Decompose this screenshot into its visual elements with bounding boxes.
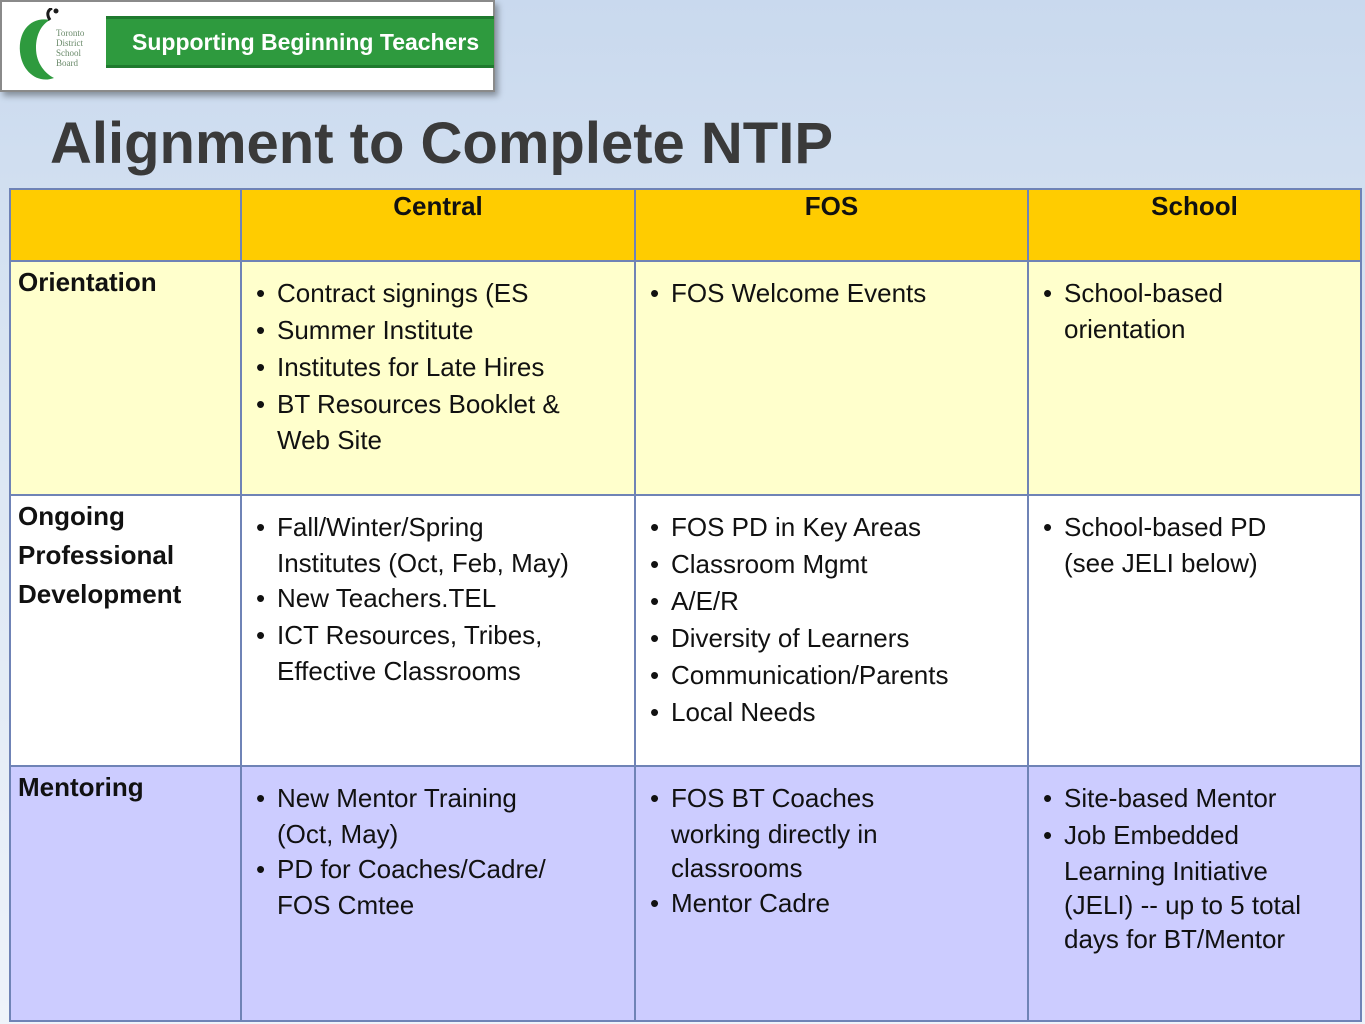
list-item bbox=[645, 275, 1026, 312]
list-item-continuation: (see JELI below) bbox=[1064, 548, 1258, 578]
list-item bbox=[251, 275, 633, 312]
bullet-list bbox=[1030, 263, 1359, 346]
list-item bbox=[251, 349, 633, 386]
list-item-continuation: classrooms bbox=[671, 853, 803, 883]
bullet-list bbox=[243, 263, 633, 457]
logo-line: School bbox=[56, 48, 82, 58]
table-row-orientation bbox=[10, 261, 1361, 495]
table-row-mentoring bbox=[10, 766, 1361, 1021]
cell-orientation-fos bbox=[635, 261, 1028, 495]
cell-ongoing-pd-school bbox=[1028, 495, 1361, 766]
cell-ongoing-pd-fos bbox=[635, 495, 1028, 766]
list-item bbox=[645, 885, 1026, 922]
column-header-fos: FOS bbox=[635, 189, 1028, 261]
bullet-list bbox=[243, 768, 633, 922]
table-header-row bbox=[10, 189, 1361, 261]
cell-mentoring-fos bbox=[635, 766, 1028, 1021]
column-header-central: Central bbox=[241, 189, 635, 261]
list-item bbox=[645, 694, 1026, 731]
list-item bbox=[645, 780, 1026, 885]
logo-line: Board bbox=[56, 58, 78, 68]
bullet-list bbox=[637, 497, 1026, 731]
list-item-text: New Teachers.TEL bbox=[277, 583, 497, 613]
list-item-continuation: Learning Initiative bbox=[1064, 856, 1268, 886]
list-item-text: Mentor Cadre bbox=[671, 888, 830, 918]
list-item-continuation: FOS Cmtee bbox=[277, 890, 415, 920]
list-item bbox=[645, 546, 1026, 583]
cell-orientation-school bbox=[1028, 261, 1361, 495]
list-item bbox=[1038, 509, 1359, 580]
cell-ongoing-pd-central bbox=[241, 495, 635, 766]
logo-text bbox=[56, 28, 100, 68]
list-item bbox=[1038, 817, 1359, 956]
list-item bbox=[645, 583, 1026, 620]
cell-mentoring-central bbox=[241, 766, 635, 1021]
list-item bbox=[251, 312, 633, 349]
page-title: Alignment to Complete NTIP bbox=[50, 111, 833, 176]
bullet-list bbox=[243, 497, 633, 688]
column-header-empty bbox=[10, 189, 241, 261]
list-item-continuation: working directly in bbox=[671, 819, 878, 849]
row-header-ongoing-pd: Ongoing Professional Development bbox=[10, 495, 241, 766]
list-item-continuation: days for BT/Mentor bbox=[1064, 924, 1286, 954]
bullet-list bbox=[637, 263, 1026, 312]
list-item-text: Local Needs bbox=[671, 697, 816, 727]
list-item-text: FOS PD in Key Areas bbox=[671, 512, 921, 542]
list-item-text: School-based bbox=[1064, 278, 1223, 308]
table-row-ongoing-pd bbox=[10, 495, 1361, 766]
header-banner bbox=[0, 0, 495, 92]
list-item-text: BT Resources Booklet & bbox=[277, 389, 560, 419]
bullet-list bbox=[1030, 768, 1359, 956]
list-item-continuation: (Oct, May) bbox=[277, 819, 399, 849]
banner-title-strip bbox=[106, 16, 494, 68]
ntip-alignment-table bbox=[9, 188, 1362, 1022]
list-item-continuation: orientation bbox=[1064, 314, 1186, 344]
cell-orientation-central bbox=[241, 261, 635, 495]
list-item-text: Institutes for Late Hires bbox=[277, 352, 545, 382]
list-item bbox=[251, 617, 633, 688]
list-item-text: Contract signings (ES bbox=[277, 278, 529, 308]
list-item-text: A/E/R bbox=[671, 586, 739, 616]
list-item bbox=[251, 386, 633, 457]
list-item-text: FOS Welcome Events bbox=[671, 278, 927, 308]
list-item-text: PD for Coaches/Cadre/ bbox=[277, 854, 546, 884]
list-item-text: ICT Resources, Tribes, bbox=[277, 620, 543, 650]
school-board-logo bbox=[10, 8, 100, 86]
list-item-continuation: Institutes (Oct, Feb, May) bbox=[277, 548, 569, 578]
list-item bbox=[1038, 275, 1359, 346]
logo-line: District bbox=[56, 38, 83, 48]
list-item bbox=[645, 657, 1026, 694]
list-item-continuation: Effective Classrooms bbox=[277, 656, 521, 686]
bullet-list bbox=[1030, 497, 1359, 580]
row-header-mentoring: Mentoring bbox=[10, 766, 241, 1021]
list-item bbox=[1038, 780, 1359, 817]
row-header-orientation: Orientation bbox=[10, 261, 241, 495]
list-item-text: Diversity of Learners bbox=[671, 623, 910, 653]
logo-line: Toronto bbox=[56, 28, 85, 38]
list-item-text: Job Embedded bbox=[1064, 820, 1239, 850]
list-item-text: School-based PD bbox=[1064, 512, 1267, 542]
list-item bbox=[251, 580, 633, 617]
list-item-text: Communication/Parents bbox=[671, 660, 949, 690]
list-item bbox=[645, 509, 1026, 546]
list-item-text: Fall/Winter/Spring bbox=[277, 512, 484, 542]
list-item-text: Site-based Mentor bbox=[1064, 783, 1277, 813]
list-item-text: Classroom Mgmt bbox=[671, 549, 868, 579]
list-item bbox=[251, 509, 633, 580]
list-item-continuation: Web Site bbox=[277, 425, 383, 455]
cell-mentoring-school bbox=[1028, 766, 1361, 1021]
list-item bbox=[251, 851, 633, 922]
list-item-continuation: (JELI) -- up to 5 total bbox=[1064, 890, 1301, 920]
list-item-text: New Mentor Training bbox=[277, 783, 517, 813]
list-item-text: FOS BT Coaches bbox=[671, 783, 875, 813]
banner-title: Supporting Beginning Teachers bbox=[132, 28, 480, 55]
column-header-school: School bbox=[1028, 189, 1361, 261]
list-item bbox=[645, 620, 1026, 657]
list-item bbox=[251, 780, 633, 851]
list-item-text: Summer Institute bbox=[277, 315, 474, 345]
bullet-list bbox=[637, 768, 1026, 922]
